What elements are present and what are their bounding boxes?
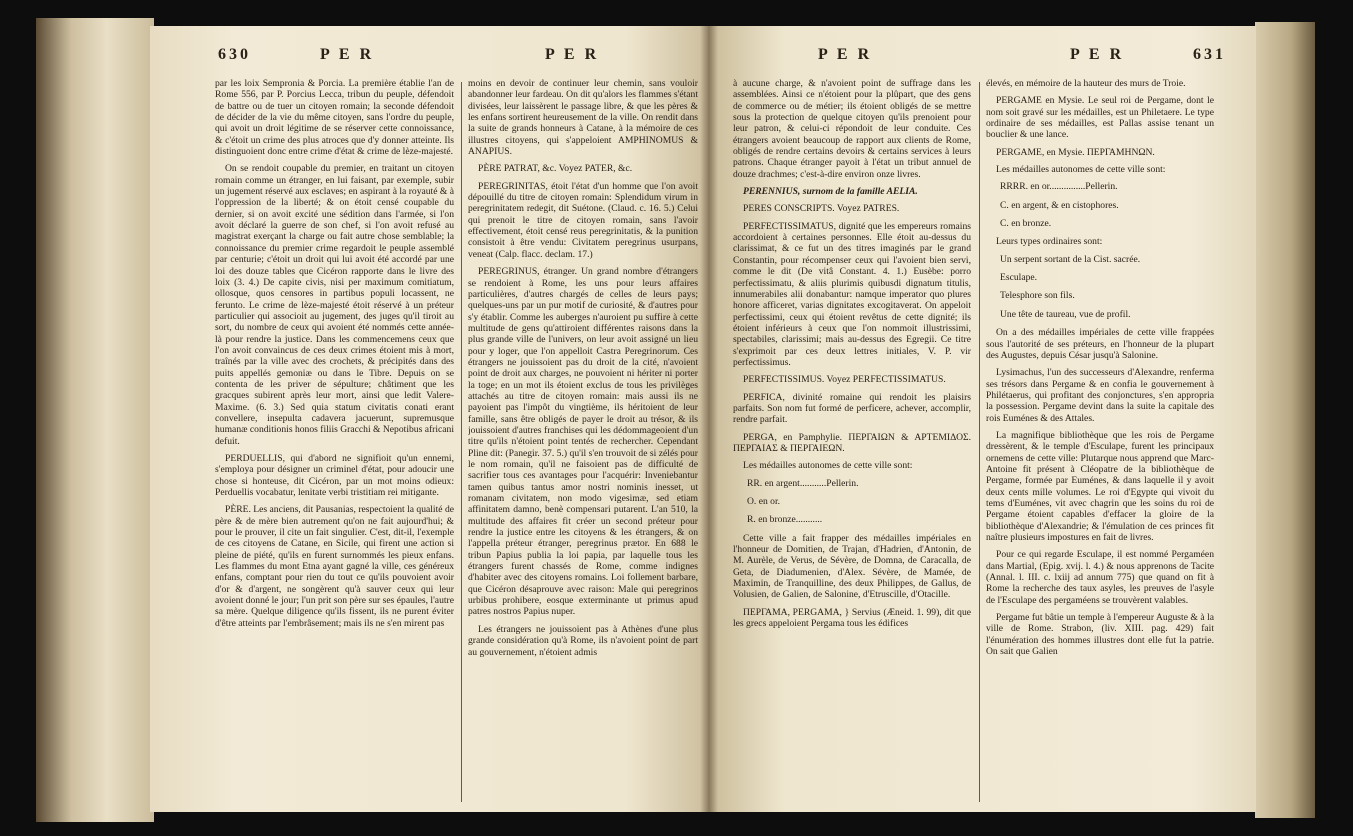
paragraph: Cette ville a fait frapper des médailles impériales en l'honneur de Domitien, de Trajan, d'Hadrien, d'Antonin, de M. Aurèle, de Verus, de Sévère, de Domna, de Caracalla, de Geta, de Diadumenien, d'Alex. Sévère, de Mamée, de Maximin, de Tranquilline, des deux Philippes, de Gallus, de Volusien, de Galien, de Salonine, d'Etruscille, d'Otacille. xyxy=(733,532,971,601)
book-gutter xyxy=(700,26,718,812)
right-column-2 xyxy=(986,78,1214,808)
column-rule xyxy=(979,82,980,802)
left-column-1 xyxy=(215,78,454,808)
list-item: Un serpent sortant de la Cist. sacrée. xyxy=(1000,253,1141,265)
list-item: Telesphore son fils. xyxy=(1000,290,1075,302)
left-page-number: 630 xyxy=(218,46,251,63)
paragraph: Lysimachus, l'un des successeurs d'Alexandre, renferma ses trésors dans Pergame & en confia le gouvernement à Philétaerus, qui profitant des conjonctures, s'en appropria la possession. Pergame devint dans la suite la capitale des rois Euménes & des Attales. xyxy=(986,367,1214,424)
paragraph: La magnifique bibliothèque que les rois de Pergame dressèrent, & le temple d'Esculape, furent les principaux ornemens de cette ville: Plutarque nous apprend que Marc-Antoine fit présent à Cléopatre de la bibliothèque de Pergame, formée par Euménes, & dans laquelle il y avoit deux cents mille volumes. Le roi d'Egypte qui vivoit du tems d'Euménes, vit avec chagrin que les soins du roi de Pergame étoient capables d'effacer la gloire de la bibliothèque d'Alexandrie; & l'émulation de ces princes fit naître plusieurs impostures en fait de livres. xyxy=(986,429,1214,543)
book-edge-right xyxy=(1255,22,1315,818)
paragraph: Leurs types ordinaires sont: xyxy=(996,236,1103,248)
paragraph: PERENNIUS, surnom de la famille AELIA. xyxy=(743,186,918,198)
right-column-1 xyxy=(733,78,971,808)
list-item: C. en bronze. xyxy=(1000,218,1052,230)
list-item: R. en bronze........... xyxy=(747,514,823,526)
paragraph: PÈRE. Les anciens, dit Pausanias, respectoient la qualité de père & de mère bien autrement qu'on ne fait aujourd'hui; & pour le prouver, il cite un fait singulier. C'est, dit-il, l'exemple de ces citoyens de Catane, en Sicile, qui firent une action si pleine de piété, qu'ils en furent surnommés les pieux enfans. Les flammes du mont Etna ayant gagné la ville, ces généreux enfans, comptant pour rien du tout ce qu'ils pouvoient avoir d'or & d'argent, ne songèrent qu'à sauver ceux qui leur avoient donné le jour; l'un prit son père sur ses épaules, l'autre sa mère. Quelque diligence qu'ils fissent, ils ne purent éviter d'être atteints par l'embrâsement; mais ils ne s'en mirent pas xyxy=(215,504,454,629)
right-header-left: P E R xyxy=(818,46,873,63)
paragraph: On a des médailles impériales de cette ville frappées sous l'autorité de ses préteurs, en l'honneur de la plupart des Augustes, depuis César jusqu'à Salonine. xyxy=(986,327,1214,361)
paragraph: PERFECTISSIMATUS, dignité que les empereurs romains accordoient à certaines personnes. Elle étoit au-dessus du clarissimat, & ce fut un des titres imaginés par le grand Constantin, pour récompenser ceux qui l'avoient bien servi, comme le dit (De vitâ Constant. 4. 1.) Eusèbe: porro perfectissimatu, & aliis plurimis quibusdi dignatum titulis, innumerabiles alii donabantur: namque imperator quo plures honore afficeret, varias dignitates excogitaverat. On appeloit perfectissimi, ceux qui étoient revêtus de cette dignité; ils étoient inférieurs à ceux que l'on nommoit illustrissimi, spectabiles, clarissimi; mais au-dessus des Egregii. Ce titre s'exprimoit par ces deux lettres initiales, V. P. vir perfectissimus. xyxy=(733,220,971,368)
paragraph: élevés, en mémoire de la hauteur des murs de Troie. xyxy=(986,78,1186,89)
paragraph: On se rendoit coupable du premier, en traitant un citoyen romain comme un étranger, en lui faisant, par exemple, subir un jugement réservé aux esclaves; en aspirant à la royauté & à l'oppression de la liberté; & on étoit censé coupable du dernier, si on avoit excité une sédition dans l'armée, si l'on avoit déclaré la guerre de son chef, si l'on avoit refusé au magistrat exerçant la charge ou fait autre chose semblable; la connoissance du premier crime regardoit le peuple assemblé par centurie; c'étoit un droit qui lui avoit été accordé par une loi des douze tables que Cicéron rapporte dans le livre des loix (3. 4.) De capite civis, nisi per maximum comitiatum, ollosque, quos censores in partibus populi locassent, ne ferunto. Le crime de lèze-majesté étoit réservé à un préteur particulier qui associoit au jugement, des juges qu'il tiroit au sort, du nombre de ceux qui avoient été nommés cette année-là pour rendre la justice. Dans les commencemens ceux que l'on avoit convaincus de ces deux crimes étoient mis à mort, traînés par la ville avec des crochets, & précipités dans des puits appellés gemoniæ ou dans le Tibre. Depuis on se contenta de les priver de sépulture; châtiment que les gracques subirent après leur mort, ainsi que ledit Valere-Maxime. (6. 3.) Sed quia statum civitatis conati erant convellere, insepulta cadavera jacuerunt, supremusque humanæ conditionis honos filiis Gracchi & Nepotibus africani defuit. xyxy=(215,163,454,447)
list-item: RR. en argent...........Pellerin. xyxy=(747,477,859,489)
paragraph: PERGA, en Pamphylie. ΠΕΡΓΑΙΩΝ & ΑΡΤΕΜΙΔΟΣ. ΠΕΡΓΑΙΑΣ & ΠΕΡΓΑΙΕΩΝ. xyxy=(733,431,971,454)
paragraph: Les médailles autonomes de cette ville sont: xyxy=(743,460,913,472)
right-header-right: P E R xyxy=(1070,46,1125,63)
paragraph: PERDUELLIS, qui d'abord ne signifioit qu'un ennemi, s'employa pour désigner un criminel d'état, pour adoucir une chose si honteuse, dit Cicéron, par un mot moins odieux: Perduellis vocabatur, lenitate verbi tristitiam rei mitigante. xyxy=(215,453,454,499)
paragraph: par les loix Sempronia & Porcia. La première établie l'an de Rome 556, par P. Porcius Lecca, tribun du peuple, défendoit de battre ou de tuer un citoyen romain; la seconde défendoit de décider de la vie du même citoyen, sans l'ordre du peuple, qui avoit un droit légitime de se réserver cette connoissance, & c'étoit un crime des plus atroces que d'y donner atteinte. Ils distinguoient donc entre crime d'état & crime de lèze-majesté. xyxy=(215,78,454,158)
list-item: Une tête de taureau, vue de profil. xyxy=(1000,308,1131,320)
paragraph: Pour ce qui regarde Esculape, il est nommé Pergaméen dans Martial, (Epig. xvij. l. 4.) & nous apprenons de Tacite (Annal. l. III. c. lxiij ad annum 775) que quand on fit à Rome la recherche des taux asyles, les preuves de l'asyle de l'Esculape des pergaméens se trouvèrent valables. xyxy=(986,549,1214,606)
paragraph: PERGAME, en Mysie. ΠΕΡΓΑΜΗΝΩΝ. xyxy=(996,146,1155,158)
paragraph: Les médailles autonomes de cette ville sont: xyxy=(996,164,1166,176)
paragraph: PERFECTISSIMUS. Voyez PERFECTISSIMATUS. xyxy=(743,374,946,386)
list-item: C. en argent, & en cistophores. xyxy=(1000,199,1119,211)
paragraph: PÈRE PATRAT, &c. Voyez PATER, &c. xyxy=(478,163,633,175)
list-item: O. en or. xyxy=(747,496,781,507)
right-page-number: 631 xyxy=(1193,46,1226,63)
paragraph: PERFICA, divinité romaine qui rendoit les plaisirs parfaits. Son nom fut formé de perficere, achever, accomplir, rendre parfait. xyxy=(733,391,971,426)
paragraph: à aucune charge, & n'avoient point de suffrage dans les assemblées. Ainsi ce n'étoient pour la plûpart, que des gens de commerce ou de métier; ils étoient obligés de se mettre sous la protection de quelque citoyen qu'ils prenoient pour leur patron, & celui-ci répondoit de leur conduite. Ces étrangers avoient beaucoup de rapport aux clients de Rome, obligés de rendre certains devoirs & certains services à leurs patrons. Chaque étranger payoit à l'état un tribut annuel de douze drachmes; c'est-à-dire environ onze livres. xyxy=(733,78,971,180)
left-header-right: P E R xyxy=(545,46,600,63)
left-header-left: P E R xyxy=(320,46,375,63)
paragraph: PEREGRINITAS, étoit l'état d'un homme que l'on avoit dépouillé du titre de citoyen romain: Splendidum virum in peregrinitatem redegit, dit Suétone. (Claud. c. 16. 5.) Celui qui prenoit le titre de citoyen romain, sans l'avoir effectivement, étoit censé reus peregrinitatis, & la punition consistoit à être vendu: Civitatem peregrinus usurpans, veneat (Calp. flacc. declam. 17.) xyxy=(468,180,698,260)
list-item: Esculape. xyxy=(1000,272,1038,284)
paragraph: Pergame fut bâtie un temple à l'empereur Auguste & à la ville de Rome. Strabon, (liv. XIII. pag. 429) fait l'énumération des hommes illustres dont elle fut la patrie. On sait que Galien xyxy=(986,612,1214,658)
paragraph: PERES CONSCRIPTS. Voyez PATRES. xyxy=(743,203,900,215)
left-column-2 xyxy=(468,78,698,808)
paragraph: PEREGRINUS, étranger. Un grand nombre d'étrangers se rendoient à Rome, les uns pour leurs affaires particulières, d'autres chargés de celles de leurs pays; quelques-uns par un pur motif de curiosité, & d'autres pour s'y établir. Comme les auberges n'auroient pu suffire à cette multitude de gens qu'attiroient différentes raisons dans la plus grande ville de l'univers, on leur avoit assigné un lieu pour y loger, que l'on appelloit Castra Peregrinorum. Ces étrangers ne jouissoient pas du droit de la cité, n'avoient point de droit aux charges, ne pouvoient ni hériter ni porter la toge; en un mot ils étoient exclus de tous les privilèges attachés au titre de citoyen romain: mais aussi ils ne payoient pas l'impôt du vingtième, ils héritoient de leur famille, sans être obligés de payer le droit au trésor, & ils jouissoient d'autres franchises qui les dédommageoient d'un titre qu'ils n'étoient point tentés de rechercher. Cependant Pline dit: (Panegir. 37. 5.) qu'il s'en trouvoit de si zélés pour le nom romain, qu'il ne faisoient pas de difficulté de sacrifier tous ces avantages pour l'acquérir: Inveniebantur tamen quibus tantus amor nostri nominis inesset, ut romanam civitatem, non modo vigesimæ, sed etiam affinitatem damno, benè compensari putarent. L'an 510, la multitude des affaires fit créer un second préteur pour rendre la justice entre les citoyens & les étrangers, & on l'appella préteur étranger, peregrinus prætor. En 688 le tribun Papius publia la loi papia, par laquelle tous les étrangers furent chassés de Rome, comme indignes d'habiter avec des citoyens romains. Loi follement barbare, que Cicéron désaprouve avec raison: Male qui peregrinos urbibus prohibere, eosque exterminante ut primus apud patres nostros Papius nuper. xyxy=(468,266,698,618)
paragraph: Les étrangers ne jouissoient pas à Athènes d'une plus grande considération qu'à Rome, ils n'avoient point de part au gouvernement, n'étoient admis xyxy=(468,623,698,658)
paragraph: ΠΕΡΓΑΜΑ, PERGAMA, } Servius (Æneid. 1. 99), dit que les grecs appeloient Pergama tous les édifices xyxy=(733,606,971,630)
column-rule xyxy=(461,82,462,802)
paragraph: moins en devoir de continuer leur chemin, sans vouloir abandonner leur fardeau. On dit qu'alors les flammes s'étant divisées, leur laissèrent le passage libre, & que les pères & les enfans sortirent heureusement de la ville. On rendit dans la suite de grands honneurs à Catane, à la mémoire de ces illustres citoyens, qui s'appeloient AMPHINOMUS & ANAPIUS. xyxy=(468,78,698,158)
book-edge-left xyxy=(36,18,154,822)
paragraph: PERGAME en Mysie. Le seul roi de Pergame, dont le nom soit gravé sur les médailles, est un Philetaere. Le type ordinaire de ses médailles, est Pallas assise tenant un bouclier & une lance. xyxy=(986,95,1214,141)
list-item: RRRR. en or...............Pellerin. xyxy=(1000,181,1118,193)
